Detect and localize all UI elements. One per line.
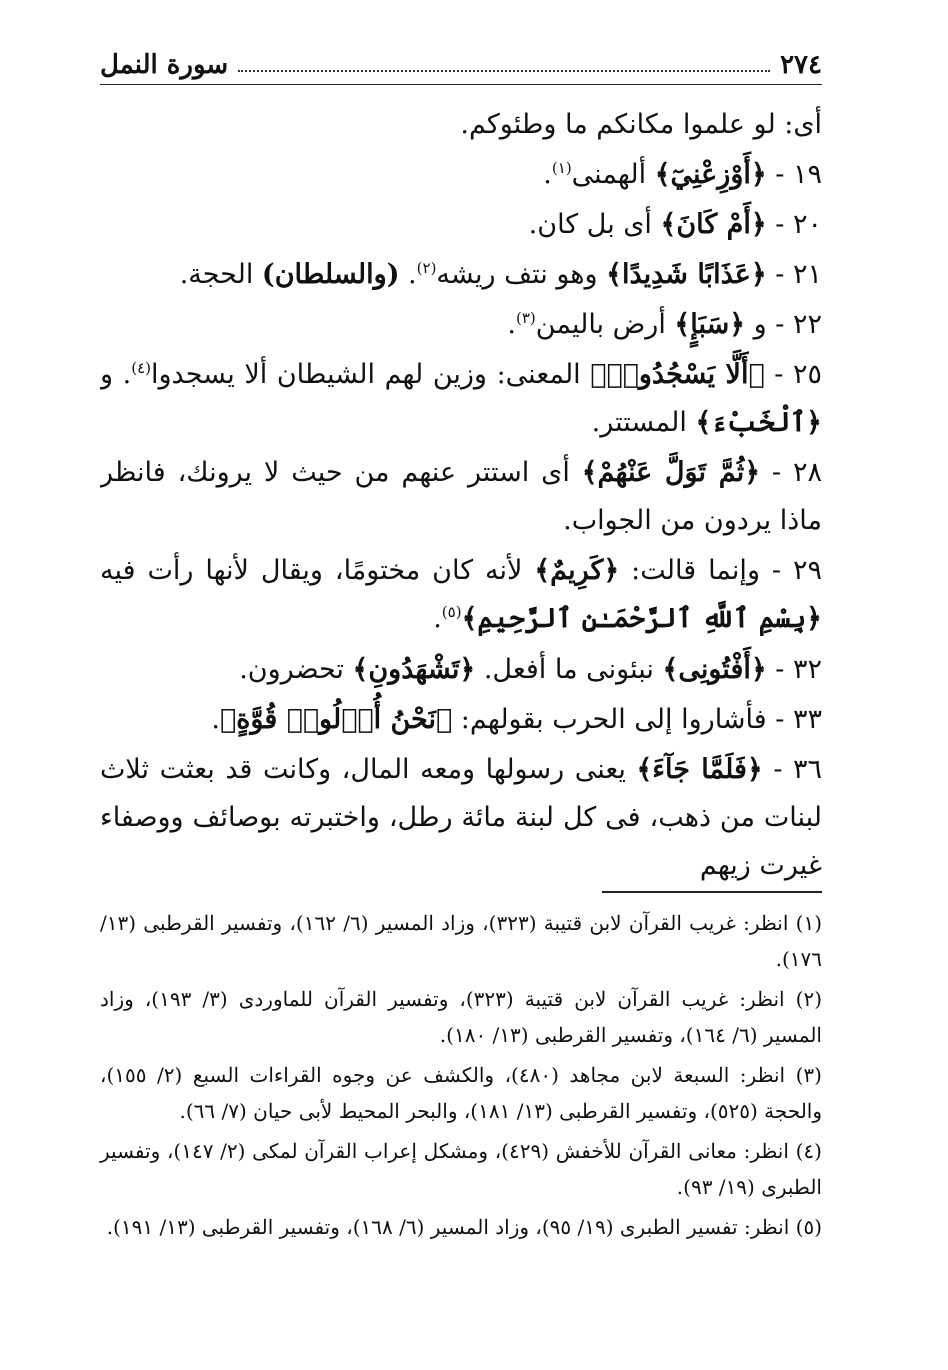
paragraph: أى: لو علموا مكانكم ما وطئوكم. <box>460 109 822 140</box>
quran-quote: ﴿ثُمَّ تَوَلَّ عَنْهُمْ﴾ <box>581 457 761 489</box>
footnote-separator <box>602 891 822 893</box>
footnote: (٥) انظر: تفسير الطبرى (١٩/ ٩٥)، وزاد المسير (٦/ ١٦٨)، وتفسير القرطبى (١٣/ ١٩١). <box>106 1215 822 1239</box>
quran-quote: ﴿فَلَمَّا جَآءَ﴾ <box>636 753 763 785</box>
paragraph: ٣٣ - فأشاروا إلى الحرب بقولهم: ﴿نَحْنُ أُو۟لُوا۟ قُوَّةٍ﴾. <box>211 703 822 735</box>
page-number: ٢٧٤ <box>780 50 822 80</box>
footnote-ref: (٤) <box>131 359 151 378</box>
quran-quote: ﴿تَشْهَدُونِ﴾ <box>352 653 476 685</box>
quran-quote: ﴿أَوْزِعْنِيٓ﴾ <box>654 159 767 191</box>
running-header <box>100 38 822 85</box>
main-text <box>100 101 822 881</box>
paragraph: ٢٢ - و ﴿سَبَإٍ﴾ أرض باليمن$^{(٣)}$. <box>507 309 822 341</box>
quran-quote: ﴿أَلَّا يَسْجُدُوا۟﴾ <box>590 359 765 391</box>
footnote: (٢) انظر: غريب القرآن لابن قتيبة (٣٢٣)، وتفسير القرآن للماوردى (٣/ ١٩٣)، وزاد المسير (٦/ ١٦٤)، وتفسير القرطبى (١٣/ ١٨٠). <box>100 987 822 1047</box>
paragraph: ٢٨ - ﴿ثُمَّ تَوَلَّ عَنْهُمْ﴾ أى استتر عنهم من حيث لا يرونك، فانظر ماذا يردون من الجواب. <box>100 457 822 537</box>
footnote: (٣) انظر: السبعة لابن مجاهد (٤٨٠)، والكشف عن وجوه القراءات السبع (٢/ ١٥٥)، والحجة (٥٢٥)، وتفسير القرطبى (١٣/ ١٨١)، والبحر المحيط لأبى حيان (٧/ ٦٦). <box>100 1063 822 1123</box>
paragraph: ١٩ - ﴿أَوْزِعْنِيٓ﴾ ألهمنى$^{(١)}$. <box>543 159 822 191</box>
paragraph: ٢٠ - ﴿أَمْ كَانَ﴾ أى بل كان. <box>528 209 822 241</box>
quran-quote: ﴿نَحْنُ أُو۟لُوا۟ قُوَّةٍ﴾ <box>220 703 453 735</box>
footnote: (٤) انظر: معانى القرآن للأخفش (٤٢٩)، ومشكل إعراب القرآن لمكى (٢/ ١٤٧)، وتفسير الطبرى (١٩/ ٩٣). <box>100 1139 822 1199</box>
paragraph: ٢١ - ﴿عَذَابًا شَدِيدًا﴾ وهو نتف ريشه$^{(٢)}$. (والسلطان) الحجة. <box>179 259 822 291</box>
quran-quote: ﴿ٱلْخَبْءَ﴾ <box>695 407 822 439</box>
paragraph: ٢٩ - وإنما قالت: ﴿كَرِيمٌ﴾ لأنه كان مختومًا، ويقال لأنها رأت فيه ﴿بِسْمِ ٱللَّهِ ٱلرَّحْمَـٰنِ ٱلرَّحِيمِ﴾$^{(٥)}$. <box>100 555 822 635</box>
bold-term: (والسلطان) <box>261 259 400 291</box>
footnote-ref: (٣) <box>516 309 536 328</box>
quran-quote: ﴿سَبَإٍ﴾ <box>674 309 746 341</box>
header-dot-leader <box>238 70 770 72</box>
quran-quote: ﴿أَمْ كَانَ﴾ <box>660 209 767 241</box>
quran-quote: ﴿عَذَابًا شَدِيدًا﴾ <box>606 259 767 291</box>
footnotes <box>100 905 822 1245</box>
footnote-ref: (١) <box>551 159 572 178</box>
surah-title: سورة النمل <box>100 50 229 80</box>
paragraph: ٢٥ - ﴿أَلَّا يَسْجُدُوا۟﴾ المعنى: وزين لهم الشيطان ألا يسجدوا$^{(٤)}$. و ﴿ٱلْخَبْءَ﴾ المستتر. <box>100 359 822 439</box>
quran-quote: ﴿كَرِيمٌ﴾ <box>534 555 620 587</box>
footnote-ref: (٥) <box>441 603 462 622</box>
paragraph: ٣٦ - ﴿فَلَمَّا جَآءَ﴾ يعنى رسولها ومعه المال، وكانت قد بعثت ثلاث لبنات من ذهب، فى كل لبنة مائة رطل، واختبرته بوصائف ووصفاء غيرت زيهم <box>100 753 822 881</box>
quran-quote: ﴿بِسْمِ ٱللَّهِ ٱلرَّحْمَـٰنِ ٱلرَّحِيمِ﴾ <box>461 603 822 635</box>
quran-quote: ﴿أَفْتُونِى﴾ <box>662 653 767 685</box>
paragraph: ٣٢ - ﴿أَفْتُونِى﴾ نبئونى ما أفعل. ﴿تَشْهَدُونِ﴾ تحضرون. <box>239 653 822 685</box>
footnote-ref: (٢) <box>416 259 437 278</box>
footnote: (١) انظر: غريب القرآن لابن قتيبة (٣٢٣)، وزاد المسير (٦/ ١٦٢)، وتفسير القرطبى (١٣/ ١٧٦). <box>100 911 823 971</box>
